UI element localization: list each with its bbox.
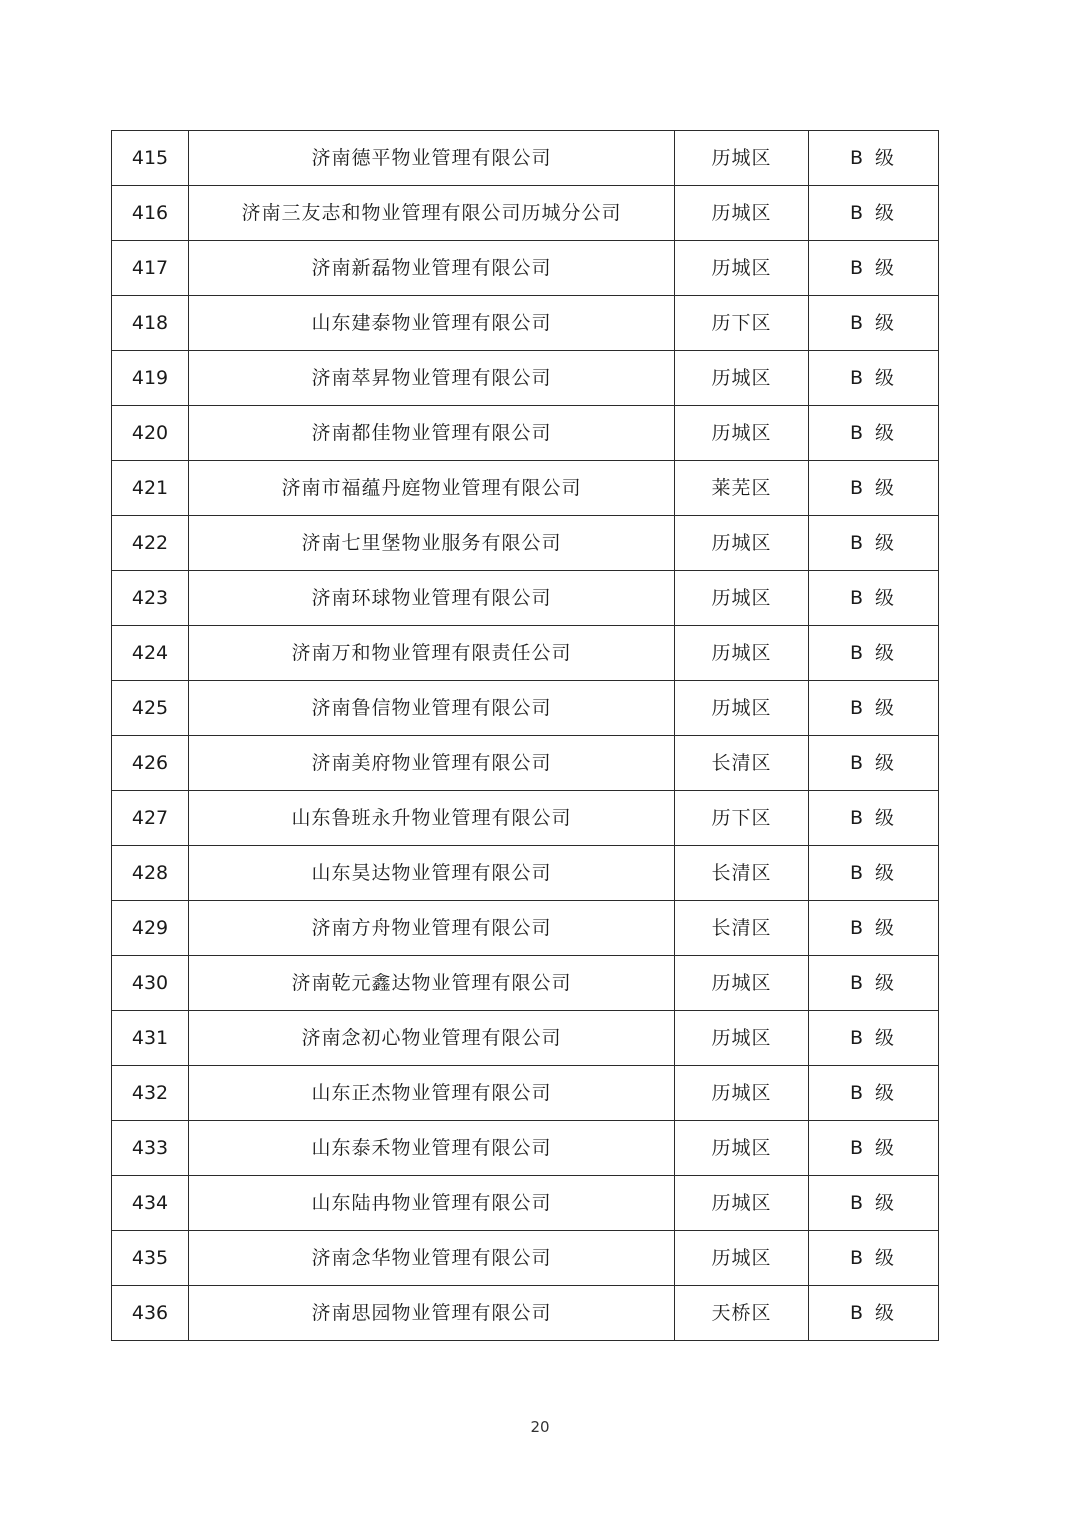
company-name-cell: 山东昊达物业管理有限公司 [189, 846, 675, 901]
row-number-cell: 433 [112, 1121, 189, 1176]
company-name-cell: 济南念华物业管理有限公司 [189, 1231, 675, 1286]
district-cell: 历城区 [675, 1176, 809, 1231]
row-number-cell: 422 [112, 516, 189, 571]
row-number-cell: 419 [112, 351, 189, 406]
table-row [112, 791, 939, 846]
company-name-cell: 济南德平物业管理有限公司 [189, 131, 675, 186]
row-number-cell: 420 [112, 406, 189, 461]
district-cell: 历下区 [675, 791, 809, 846]
grade-cell: B 级 [809, 1286, 939, 1341]
grade-cell: B 级 [809, 1066, 939, 1121]
district-cell: 历城区 [675, 241, 809, 296]
grade-cell: B 级 [809, 241, 939, 296]
table-row [112, 351, 939, 406]
row-number-cell: 423 [112, 571, 189, 626]
company-name-cell: 济南方舟物业管理有限公司 [189, 901, 675, 956]
district-cell: 历城区 [675, 351, 809, 406]
row-number-cell: 435 [112, 1231, 189, 1286]
district-cell: 历城区 [675, 1121, 809, 1176]
district-cell: 长清区 [675, 736, 809, 791]
company-name-cell: 济南鲁信物业管理有限公司 [189, 681, 675, 736]
district-cell: 历城区 [675, 956, 809, 1011]
table-body [112, 131, 939, 1341]
table-row [112, 956, 939, 1011]
district-cell: 历城区 [675, 406, 809, 461]
grade-cell: B 级 [809, 186, 939, 241]
district-cell: 天桥区 [675, 1286, 809, 1341]
company-name-cell: 济南乾元鑫达物业管理有限公司 [189, 956, 675, 1011]
row-number-cell: 434 [112, 1176, 189, 1231]
district-cell: 历城区 [675, 1066, 809, 1121]
company-name-cell: 济南美府物业管理有限公司 [189, 736, 675, 791]
table-row [112, 1066, 939, 1121]
row-number-cell: 417 [112, 241, 189, 296]
row-number-cell: 425 [112, 681, 189, 736]
row-number-cell: 416 [112, 186, 189, 241]
district-cell: 长清区 [675, 901, 809, 956]
page-number: 20 [530, 1418, 550, 1436]
grade-cell: B 级 [809, 1231, 939, 1286]
row-number-cell: 427 [112, 791, 189, 846]
table-row [112, 241, 939, 296]
district-cell: 历城区 [675, 1011, 809, 1066]
company-name-cell: 济南新磊物业管理有限公司 [189, 241, 675, 296]
table-row [112, 901, 939, 956]
table-row [112, 736, 939, 791]
company-name-cell: 山东泰禾物业管理有限公司 [189, 1121, 675, 1176]
company-name-cell: 山东建泰物业管理有限公司 [189, 296, 675, 351]
district-cell: 历城区 [675, 681, 809, 736]
company-name-cell: 济南万和物业管理有限责任公司 [189, 626, 675, 681]
table-row [112, 681, 939, 736]
grade-cell: B 级 [809, 956, 939, 1011]
grade-cell: B 级 [809, 1121, 939, 1176]
table-row [112, 1011, 939, 1066]
company-name-cell: 济南萃昇物业管理有限公司 [189, 351, 675, 406]
company-name-cell: 济南念初心物业管理有限公司 [189, 1011, 675, 1066]
table-row [112, 461, 939, 516]
grade-cell: B 级 [809, 736, 939, 791]
company-name-cell: 山东正杰物业管理有限公司 [189, 1066, 675, 1121]
table-row [112, 571, 939, 626]
table-row [112, 1121, 939, 1176]
grade-cell: B 级 [809, 406, 939, 461]
row-number-cell: 424 [112, 626, 189, 681]
company-name-cell: 济南思园物业管理有限公司 [189, 1286, 675, 1341]
district-cell: 历城区 [675, 571, 809, 626]
district-cell: 历城区 [675, 516, 809, 571]
district-cell: 历下区 [675, 296, 809, 351]
company-grade-table [111, 130, 939, 1341]
table-row [112, 1176, 939, 1231]
district-cell: 历城区 [675, 186, 809, 241]
grade-cell: B 级 [809, 626, 939, 681]
grade-cell: B 级 [809, 681, 939, 736]
grade-cell: B 级 [809, 461, 939, 516]
grade-cell: B 级 [809, 516, 939, 571]
company-name-cell: 济南环球物业管理有限公司 [189, 571, 675, 626]
row-number-cell: 432 [112, 1066, 189, 1121]
company-name-cell: 济南都佳物业管理有限公司 [189, 406, 675, 461]
row-number-cell: 426 [112, 736, 189, 791]
table-row [112, 1231, 939, 1286]
grade-cell: B 级 [809, 791, 939, 846]
company-name-cell: 济南七里堡物业服务有限公司 [189, 516, 675, 571]
row-number-cell: 421 [112, 461, 189, 516]
district-cell: 长清区 [675, 846, 809, 901]
grade-cell: B 级 [809, 296, 939, 351]
row-number-cell: 418 [112, 296, 189, 351]
grade-cell: B 级 [809, 1011, 939, 1066]
district-cell: 历城区 [675, 1231, 809, 1286]
table-row [112, 626, 939, 681]
table-row [112, 296, 939, 351]
table-row [112, 131, 939, 186]
grade-cell: B 级 [809, 571, 939, 626]
district-cell: 莱芜区 [675, 461, 809, 516]
district-cell: 历城区 [675, 131, 809, 186]
table-row [112, 1286, 939, 1341]
grade-cell: B 级 [809, 846, 939, 901]
company-name-cell: 济南三友志和物业管理有限公司历城分公司 [189, 186, 675, 241]
company-name-cell: 济南市福蕴丹庭物业管理有限公司 [189, 461, 675, 516]
company-name-cell: 山东鲁班永升物业管理有限公司 [189, 791, 675, 846]
table-row [112, 846, 939, 901]
district-cell: 历城区 [675, 626, 809, 681]
grade-cell: B 级 [809, 131, 939, 186]
row-number-cell: 430 [112, 956, 189, 1011]
grade-cell: B 级 [809, 901, 939, 956]
row-number-cell: 436 [112, 1286, 189, 1341]
table-row [112, 516, 939, 571]
table-row [112, 186, 939, 241]
grade-cell: B 级 [809, 351, 939, 406]
grade-cell: B 级 [809, 1176, 939, 1231]
company-name-cell: 山东陆冉物业管理有限公司 [189, 1176, 675, 1231]
row-number-cell: 429 [112, 901, 189, 956]
table-row [112, 406, 939, 461]
row-number-cell: 415 [112, 131, 189, 186]
row-number-cell: 431 [112, 1011, 189, 1066]
row-number-cell: 428 [112, 846, 189, 901]
